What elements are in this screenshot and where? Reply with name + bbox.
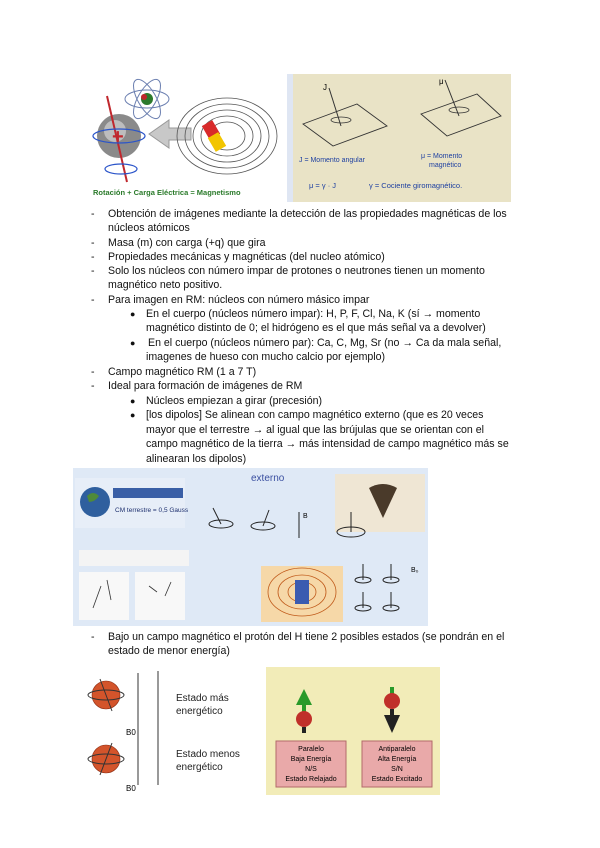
figure-magnetism	[87, 74, 511, 202]
mu-symbol: μ	[439, 77, 444, 86]
sub-even-body-1: En el cuerpo (núcleos número par): Ca, C, Mg, Sr (no → Ca da mala señal,	[148, 337, 502, 349]
parallel-energy: Baja Energía	[290, 756, 332, 763]
bullet-odd-nuclei-1: Solo los núcleos con número impar de protones o neutrones tienen un momento	[108, 265, 485, 277]
antiparallel-energy: Alta Energía	[377, 756, 417, 763]
figure-energy-states	[82, 665, 440, 797]
sub-dipoles-2: mayor que el terrestre → al igual que las brújulas que se orientan con el	[146, 424, 485, 436]
j-symbol: J	[323, 83, 327, 92]
bullet-properties: Propiedades mecánicas y magnéticas (del nucleo atómico)	[108, 251, 385, 263]
sub-dipoles-3: campo magnético de la tierra → más intensidad de campo magnético más se	[146, 438, 509, 450]
mu-formula: μ = γ · J	[309, 181, 337, 190]
low-energy-label-1: Estado menos	[176, 749, 240, 760]
figure-dipole-alignment	[73, 468, 428, 626]
parallel-title: Paralelo	[298, 746, 324, 753]
low-energy-label-2: energético	[176, 762, 223, 773]
bullet-mass: Masa (m) con carga (+q) que gira	[108, 237, 266, 249]
energy-states-illustration	[82, 665, 440, 797]
antiparallel-state: Estado Excitado	[371, 776, 423, 783]
svg-text:+: +	[112, 126, 124, 148]
j-definition: J = Momento angular	[299, 157, 365, 164]
parallel-poles: N/S	[305, 766, 317, 773]
sub-dipoles-4: alinearan los dipolos)	[146, 453, 247, 465]
gamma-definition: γ = Cociente giromagnético.	[369, 181, 463, 190]
earth-field-label: CM terrestre = 0,5 Gauss	[115, 507, 189, 514]
magnetism-illustration	[87, 74, 511, 202]
sub-odd-body-2: magnético distinto de 0; el hidrógeno es el que más señal va a devolver)	[146, 322, 486, 334]
sub-dipoles-1: [los dipolos] Se alinean con campo magnético externo (que es 20 veces	[146, 409, 484, 421]
bullet-field-strength: Campo magnético RM (1 a 7 T)	[108, 366, 257, 378]
bullet-mass-number: Para imagen en RM: núcleos con número másico impar	[108, 294, 370, 306]
figure1-caption: Rotación + Carga Eléctrica = Magnetismo	[93, 188, 241, 197]
sub-even-body-2: imagenes de hueso con mucho calcio por ejemplo)	[146, 351, 386, 363]
bullet-two-states-1: Bajo un campo magnético el protón del H tiene 2 posibles estados (se pondrán en el	[108, 631, 505, 643]
high-energy-label-1: Estado más	[176, 693, 229, 704]
figure2-header: externo	[251, 473, 285, 484]
sub-precession: Núcleos empiezan a girar (precesión)	[146, 395, 323, 407]
b-symbol: B	[303, 513, 308, 520]
sub-odd-body-1: En el cuerpo (núcleos número impar): H, P, F, Cl, Na, K (sí → momento	[146, 308, 481, 320]
b0-label-lower: B0	[126, 784, 136, 793]
bullet-imaging-2: núcleos atómicos	[108, 222, 190, 234]
b0-label-upper: B0	[126, 728, 136, 737]
antiparallel-title: Antiparalelo	[378, 746, 416, 753]
bullet-imaging-1: Obtención de imágenes mediante la detección de las propiedades magnéticas de los	[108, 208, 507, 220]
mu-definition-1: μ = Momento	[421, 153, 463, 160]
parallel-state: Estado Relajado	[285, 776, 337, 783]
mu-definition-2: magnético	[429, 162, 462, 169]
high-energy-label-2: energético	[176, 706, 223, 717]
bullet-two-states-2: estado de menor energía)	[108, 645, 230, 657]
bullet-ideal: Ideal para formación de imágenes de RM	[108, 380, 303, 392]
bullet-odd-nuclei-2: magnético neto positivo.	[108, 279, 223, 291]
b0-symbol: B₀	[411, 567, 419, 574]
antiparallel-poles: S/N	[391, 766, 403, 773]
dipole-illustration	[73, 468, 428, 626]
